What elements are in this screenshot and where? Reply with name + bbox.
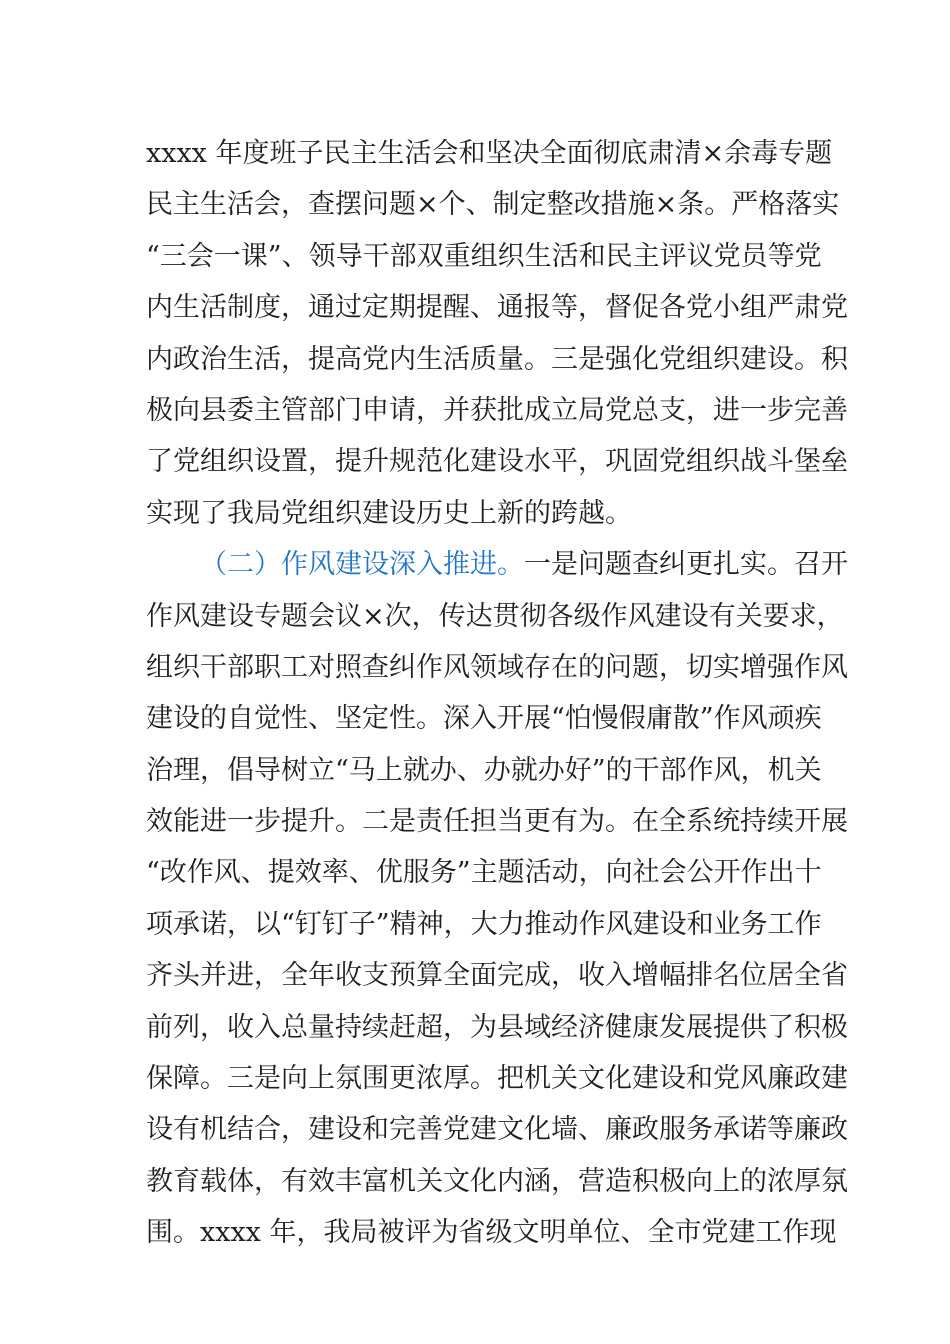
text-line: 前列，收入总量持续赶超，为县域经济健康发展提供了积极 xyxy=(146,1011,848,1043)
text-line: 内生活制度，通过定期提醒、通报等，督促各党小组严肃党 xyxy=(146,292,848,324)
text-line: xxxx 年度班子民主生活会和坚决全面彻底肃清×余毒专题 xyxy=(146,138,833,169)
text-line: 效能进一步提升。二是责任担当更有为。在全系统持续开展 xyxy=(146,806,848,838)
text-line: 教育载体，有效丰富机关文化内涵，营造积极向上的浓厚氛 xyxy=(146,1165,848,1197)
text-line: 实现了我局党组织建设历史上新的跨越。 xyxy=(146,497,632,529)
body-text xyxy=(146,128,848,1259)
section-heading: （二）作风建设深入推进。 xyxy=(200,549,524,581)
text-line: 保障。三是向上氛围更浓厚。把机关文化建设和党风廉政建 xyxy=(146,1063,848,1095)
text-line: 建设的自觉性、坚定性。深入开展“怕慢假庸散”作风顽疾 xyxy=(146,703,822,735)
text-line: 组织干部职工对照查纠作风领域存在的问题，切实增强作风 xyxy=(146,651,848,683)
text-line: 设有机结合，建设和完善党建文化墙、廉政服务承诺等廉政 xyxy=(146,1114,848,1146)
text-line: “改作风、提效率、优服务”主题活动，向社会公开作出十 xyxy=(146,857,822,889)
text-line: 民主生活会，查摆问题×个、制定整改措施×条。严格落实 xyxy=(146,189,840,221)
text-line: 极向县委主管部门申请，并获批成立局党总支，进一步完善 xyxy=(146,394,848,426)
text-line: 治理，倡导树立“马上就办、办就办好”的干部作风，机关 xyxy=(146,754,822,786)
section-heading-line xyxy=(146,539,848,590)
text-line: 项承诺，以“钉钉子”精神，大力推动作风建设和业务工作 xyxy=(146,908,822,940)
text-line: 齐头并进，全年收支预算全面完成，收入增幅排名位居全省 xyxy=(146,960,848,992)
text-line: 内政治生活，提高党内生活质量。三是强化党组织建设。积 xyxy=(146,343,848,375)
text-line: 了党组织设置，提升规范化建设水平，巩固党组织战斗堡垒 xyxy=(146,446,848,478)
text-line: “三会一课”、领导干部双重组织生活和民主评议党员等党 xyxy=(146,240,822,272)
text-span: 一是问题查纠更扎实。召开 xyxy=(524,549,848,581)
text-line: 作风建设专题会议×次，传达贯彻各级作风建设有关要求， xyxy=(146,600,844,632)
text-line: 围。xxxx 年，我局被评为省级文明单位、全市党建工作现 xyxy=(146,1217,837,1249)
